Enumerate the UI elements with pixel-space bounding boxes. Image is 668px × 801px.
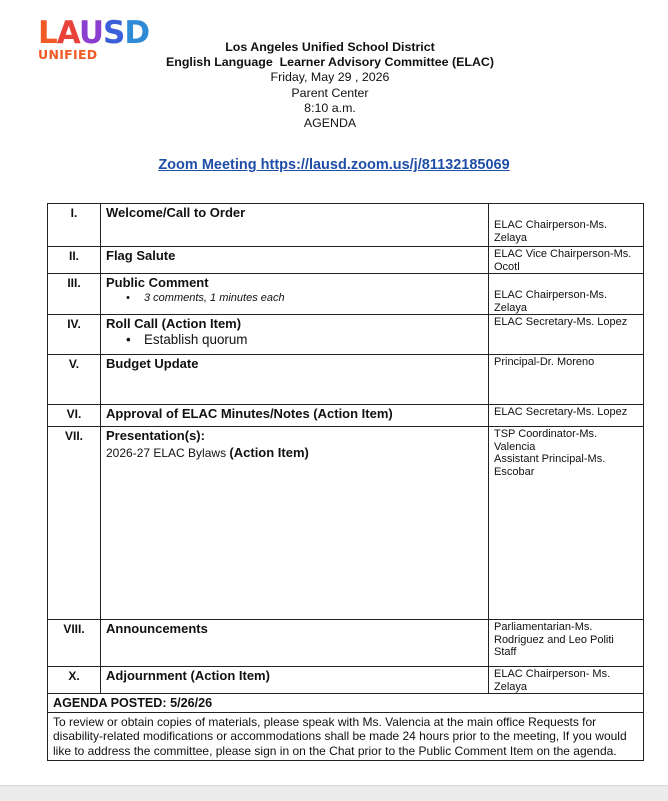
item-bullet (126, 292, 483, 304)
presenter-text: ELAC Secretary-Ms. Lopez (494, 316, 628, 328)
item-title (101, 355, 489, 405)
document-header (130, 40, 530, 131)
logo-subtitle: UNIFIED (38, 47, 98, 62)
item-number: IV. (48, 315, 101, 355)
item-bullet (126, 332, 483, 347)
item-presenter (489, 247, 644, 274)
item-presenter (489, 204, 644, 247)
item-number: VIII. (48, 620, 101, 667)
detail-action-label: (Action Item) (229, 445, 309, 460)
presenter-text: ELAC Chairperson-Ms. Zelaya (494, 219, 608, 244)
agenda-row (48, 204, 644, 247)
item-number: X. (48, 667, 101, 694)
agenda-note: To review or obtain copies of materials, please speak with Ms. Valencia at the main office Requests for disability-related modifications or accommodations shall be made 24 hours prior to the meeting, If you would like to address the committee, please sign in on the Chat prior to the Public Comment Item on the agenda. (48, 713, 644, 761)
agenda-row (48, 405, 644, 427)
agenda-row (48, 427, 644, 620)
detail-text: 2026-27 ELAC Bylaws (106, 446, 227, 460)
agenda-row (48, 620, 644, 667)
agenda-note-row (48, 713, 644, 761)
item-title (101, 667, 489, 694)
meeting-time: 8:10 a.m. (304, 100, 356, 115)
presenter-text: Parliamentarian-Ms. Rodriguez and Leo Politi Staff (494, 621, 614, 658)
bullet-text: 3 comments, 1 minutes each (144, 292, 285, 304)
presenter-text: ELAC Vice Chairperson-Ms. Ocotl (494, 248, 632, 273)
item-number: III. (48, 274, 101, 315)
agenda-row (48, 355, 644, 405)
item-title (101, 620, 489, 667)
meeting-location: Parent Center (291, 85, 369, 100)
item-title-text: Announcements (106, 621, 208, 636)
bullet-text: Establish quorum (144, 332, 248, 347)
item-title-text: Budget Update (106, 356, 199, 371)
presenter-text: ELAC Secretary-Ms. Lopez (494, 406, 628, 418)
item-title-text: Approval of ELAC Minutes/Notes (Action Item) (106, 406, 393, 421)
district-name: Los Angeles Unified School District (225, 40, 435, 54)
item-title (101, 315, 489, 355)
item-number: I. (48, 204, 101, 247)
zoom-meeting-link[interactable]: Zoom Meeting https://lausd.zoom.us/j/81132185069 (158, 157, 510, 173)
item-title (101, 204, 489, 247)
item-title-text: Public Comment (106, 275, 209, 290)
document-type: AGENDA (303, 116, 357, 131)
agenda-row (48, 667, 644, 694)
item-title-text: Welcome/Call to Order (106, 205, 246, 220)
logo-word: LAUSD (38, 15, 150, 51)
presenter-text-2: Assistant Principal-Ms. Escobar (494, 453, 606, 478)
bullet-icon: • (126, 292, 130, 304)
item-presenter (489, 620, 644, 667)
agenda-row (48, 247, 644, 274)
item-title-text: Flag Salute (106, 248, 176, 263)
item-title-text: Adjournment (Action Item) (106, 668, 270, 683)
presenter-text: ELAC Chairperson- Ms. Zelaya (494, 668, 611, 693)
item-detail (106, 445, 483, 460)
item-presenter (489, 405, 644, 427)
item-presenter (489, 667, 644, 694)
page-bottom-edge (0, 785, 668, 801)
item-title-text: Presentation(s): (106, 428, 205, 443)
item-number: II. (48, 247, 101, 274)
item-title (101, 405, 489, 427)
presenter-text: ELAC Chairperson-Ms. Zelaya (494, 289, 608, 314)
meeting-date: Friday, May 29 , 2026 (270, 70, 390, 85)
committee-name: English Language Learner Advisory Committee (ELAC) (166, 55, 494, 70)
agenda-posted: AGENDA POSTED: 5/26/26 (48, 694, 644, 713)
item-number: VII. (48, 427, 101, 620)
item-presenter (489, 274, 644, 315)
agenda-table (47, 203, 644, 761)
agenda-row (48, 274, 644, 315)
item-presenter (489, 355, 644, 405)
agenda-posted-row (48, 694, 644, 713)
item-number: VI. (48, 405, 101, 427)
presenter-text: TSP Coordinator-Ms. Valencia (494, 428, 598, 453)
agenda-row (48, 315, 644, 355)
bullet-icon: • (126, 332, 131, 347)
presenter-text: Principal-Dr. Moreno (494, 356, 595, 368)
item-presenter (489, 427, 644, 620)
item-number: V. (48, 355, 101, 405)
item-presenter (489, 315, 644, 355)
item-title-text: Roll Call (Action Item) (106, 316, 242, 331)
item-title (101, 427, 489, 620)
item-title (101, 247, 489, 274)
item-title (101, 274, 489, 315)
